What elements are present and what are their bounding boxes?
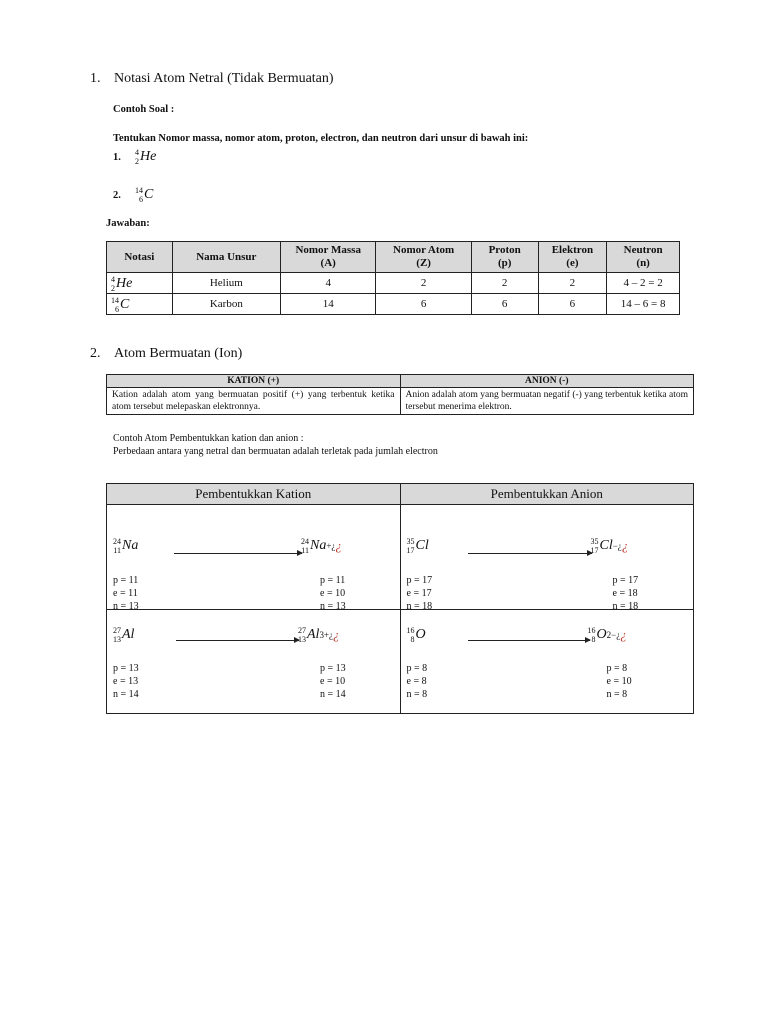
al-right-counts xyxy=(320,662,346,701)
formation-cation-header: Pembentukkan Kation xyxy=(107,484,401,505)
cl-left-e: e = 17 xyxy=(406,588,432,599)
na-arrow xyxy=(174,553,302,554)
o-mass: 16 xyxy=(406,626,415,635)
section2-title: Atom Bermuatan (Ion) xyxy=(114,346,243,361)
na-right-n: n = 13 xyxy=(320,601,346,612)
row1-e: 2 xyxy=(538,273,607,294)
na-right-counts xyxy=(320,574,346,613)
row1-symbol: He xyxy=(116,276,133,291)
al-ion-placeholder: ¿ xyxy=(333,627,340,642)
o-ion-charge: 2−¿ xyxy=(606,630,621,640)
header-elektron xyxy=(538,242,607,273)
row2-symbol: C xyxy=(120,297,130,312)
section1-heading xyxy=(90,71,334,87)
cl-atomic: 17 xyxy=(406,546,415,555)
example-item-2-number: 2. xyxy=(113,189,121,201)
formation-cell-na xyxy=(107,505,401,610)
example-note-line2: Perbedaan antara yang netral dan bermuatan adalah terletak pada jumlah electron xyxy=(113,446,438,457)
al-left-n: n = 14 xyxy=(113,689,139,700)
al-atomic: 13 xyxy=(113,635,121,644)
o-right-p: p = 8 xyxy=(606,663,628,674)
row1-A: 4 xyxy=(280,273,375,294)
header-neutron xyxy=(607,242,680,273)
section1-title: Notasi Atom Netral (Tidak Bermuatan) xyxy=(114,71,334,86)
example-note-line1: Contoh Atom Pembentukkan kation dan anion : xyxy=(113,433,304,444)
na-ion-atomic: 11 xyxy=(301,546,309,555)
o-ion-symbol: O xyxy=(596,627,607,642)
example-item-2 xyxy=(113,186,153,204)
o-right-e: e = 10 xyxy=(606,676,632,687)
al-ion xyxy=(298,626,340,644)
o-arrow xyxy=(468,640,590,641)
cl-ion-placeholder: ¿ xyxy=(621,538,629,553)
row2-Z: 6 xyxy=(376,294,471,315)
al-left-e: e = 13 xyxy=(113,676,139,687)
na-left-e: e = 11 xyxy=(113,588,138,599)
na-ion-mass: 24 xyxy=(301,537,309,546)
section2-heading xyxy=(90,346,242,362)
header-nomor-massa-label: Nomor Massa xyxy=(295,244,361,256)
helium-atomic: 2 xyxy=(135,157,139,167)
cl-left-n: n = 18 xyxy=(406,601,433,612)
formation-anion-header: Pembentukkan Anion xyxy=(400,484,694,505)
na-neutral xyxy=(113,537,138,555)
row2-name: Karbon xyxy=(172,294,280,315)
ion-definition-table xyxy=(106,374,694,415)
row1-atomic: 2 xyxy=(111,284,115,293)
cl-right-n: n = 18 xyxy=(612,601,639,612)
row1-mass: 4 xyxy=(111,275,115,284)
cl-right-p: p = 17 xyxy=(612,575,639,586)
header-nomor-atom-label: Nomor Atom xyxy=(393,244,455,256)
example-item-1-number: 1. xyxy=(113,151,121,163)
al-symbol: Al xyxy=(122,627,135,642)
o-left-counts xyxy=(407,662,428,701)
header-nomor-atom-symbol: (Z) xyxy=(416,257,431,269)
al-right-p: p = 13 xyxy=(320,663,346,674)
cl-symbol: Cl xyxy=(415,538,429,553)
row2-p: 6 xyxy=(471,294,538,315)
o-left-p: p = 8 xyxy=(406,663,428,674)
cl-ion xyxy=(591,537,629,555)
al-right-e: e = 10 xyxy=(320,676,346,687)
anion-header: ANION (-) xyxy=(400,375,694,388)
o-ion-placeholder: ¿ xyxy=(620,627,627,642)
answer-table xyxy=(106,241,680,315)
table-row xyxy=(107,294,680,315)
formation-cell-al xyxy=(107,610,401,714)
o-left-n: n = 8 xyxy=(406,689,428,700)
na-atomic: 11 xyxy=(113,546,121,555)
row1-n: 4 – 2 = 2 xyxy=(607,273,680,294)
formation-cell-cl xyxy=(400,505,694,610)
helium-mass: 4 xyxy=(135,148,139,158)
table-row xyxy=(107,273,680,294)
na-ion xyxy=(301,537,342,555)
anion-definition: Anion adalah atom yang bermuatan negatif (-) yang terbentuk ketika atom tersebut menerima elektron. xyxy=(400,388,694,415)
na-symbol: Na xyxy=(122,538,139,553)
o-atomic: 8 xyxy=(410,635,415,644)
header-notasi: Notasi xyxy=(107,242,173,273)
row1-name: Helium xyxy=(172,273,280,294)
cation-definition: Kation adalah atom yang bermuatan positif (+) yang terbentuk ketika atom tersebut melepaskan elektronnya. xyxy=(107,388,401,415)
header-neutron-symbol: (n) xyxy=(636,257,650,269)
cl-left-counts xyxy=(407,574,433,613)
row2-A: 14 xyxy=(280,294,375,315)
al-arrow xyxy=(176,640,299,641)
helium-notation xyxy=(135,148,156,166)
cl-ion-charge: −¿ xyxy=(612,541,622,551)
header-nama-unsur: Nama Unsur xyxy=(172,242,280,273)
instruction-text: Tentukan Nomor massa, nomor atom, proton, electron, dan neutron dari unsur di bawah ini: xyxy=(113,133,529,144)
o-neutral xyxy=(407,626,426,644)
helium-symbol: He xyxy=(140,149,157,165)
o-symbol: O xyxy=(415,627,426,642)
ion-formation-table xyxy=(106,483,694,714)
header-neutron-label: Neutron xyxy=(623,244,663,256)
header-elektron-symbol: (e) xyxy=(566,257,579,269)
o-left-e: e = 8 xyxy=(406,676,427,687)
o-right-counts xyxy=(607,662,632,701)
cl-left-p: p = 17 xyxy=(406,575,433,586)
cl-right-counts xyxy=(613,574,639,613)
formation-cell-o xyxy=(400,610,694,714)
al-left-p: p = 13 xyxy=(113,663,139,674)
al-neutral xyxy=(113,626,134,644)
carbon-notation xyxy=(135,186,153,204)
na-right-p: p = 11 xyxy=(320,575,346,586)
cl-right-e: e = 18 xyxy=(612,588,638,599)
al-ion-mass: 27 xyxy=(298,626,306,635)
al-ion-atomic: 13 xyxy=(298,635,306,644)
na-left-p: p = 11 xyxy=(113,575,139,586)
row1-p: 2 xyxy=(471,273,538,294)
o-ion-atomic: 8 xyxy=(591,635,596,644)
o-ion xyxy=(588,626,627,644)
carbon-mass: 14 xyxy=(135,186,143,196)
carbon-symbol: C xyxy=(144,187,154,203)
al-left-counts xyxy=(113,662,139,701)
al-ion-charge: 3+¿ xyxy=(319,630,334,640)
header-nomor-atom xyxy=(376,242,471,273)
row2-e: 6 xyxy=(538,294,607,315)
cl-ion-atomic: 17 xyxy=(590,546,599,555)
row2-notasi xyxy=(107,294,173,315)
section2-number: 2. xyxy=(90,346,101,361)
header-proton xyxy=(471,242,538,273)
na-left-counts xyxy=(113,574,139,613)
header-proton-symbol: (p) xyxy=(497,257,512,269)
na-ion-placeholder: ¿ xyxy=(335,538,342,553)
o-ion-mass: 16 xyxy=(587,626,596,635)
cl-mass: 35 xyxy=(406,537,415,546)
row2-mass: 14 xyxy=(111,296,119,305)
header-elektron-label: Elektron xyxy=(551,244,594,256)
answer-table-header-row xyxy=(107,242,680,273)
row2-n: 14 – 6 = 8 xyxy=(607,294,680,315)
section1-number: 1. xyxy=(90,71,101,86)
header-nomor-massa xyxy=(280,242,375,273)
na-ion-symbol: Na xyxy=(310,538,327,553)
al-mass: 27 xyxy=(113,626,121,635)
answer-label: Jawaban: xyxy=(106,218,150,229)
cl-ion-mass: 35 xyxy=(590,537,599,546)
row2-atomic: 6 xyxy=(115,305,119,314)
cl-ion-symbol: Cl xyxy=(599,538,613,553)
cl-arrow xyxy=(468,553,592,554)
na-right-e: e = 10 xyxy=(320,588,346,599)
cl-neutral xyxy=(407,537,429,555)
al-right-n: n = 14 xyxy=(320,689,346,700)
row1-Z: 2 xyxy=(376,273,471,294)
row1-notasi xyxy=(107,273,173,294)
header-nomor-massa-symbol: (A) xyxy=(320,257,336,269)
header-proton-label: Proton xyxy=(488,244,521,256)
example-item-1 xyxy=(113,148,156,166)
al-ion-symbol: Al xyxy=(307,627,320,642)
na-left-n: n = 13 xyxy=(113,601,139,612)
na-mass: 24 xyxy=(113,537,121,546)
carbon-atomic: 6 xyxy=(139,195,143,205)
na-ion-charge: +¿ xyxy=(326,541,336,551)
example-label: Contoh Soal : xyxy=(113,104,175,115)
cation-header: KATION (+) xyxy=(107,375,401,388)
o-right-n: n = 8 xyxy=(606,689,628,700)
